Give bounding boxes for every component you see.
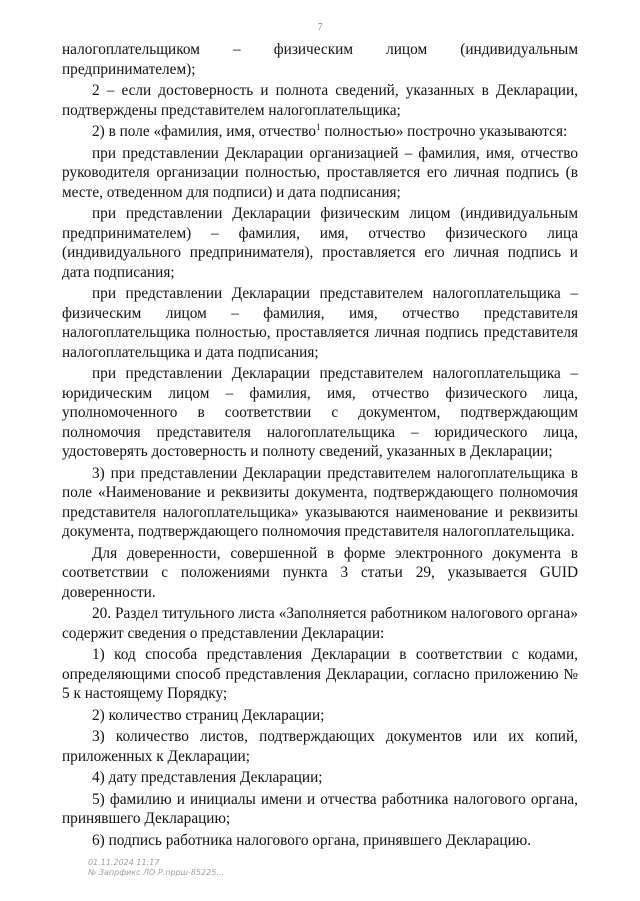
paragraph: 2 – если достоверность и полнота сведений, указанных в Декларации, подтверждены представителем налогоплательщика;: [62, 82, 578, 119]
electronic-signature-stamp: [88, 858, 224, 878]
paragraph: 20. Раздел титульного листа «Заполняется работником налогового органа» содержит сведения о представлении Декларации:: [62, 605, 578, 642]
list-item: 1) код способа представления Декларации в соответствии с кодами, определяющими способ представления Декларации, согласно приложению № 5 к настоящему Порядку;: [62, 646, 578, 702]
item-2-text: 2) в поле «фамилия, имя, отчество: [92, 123, 317, 140]
list-item: 2) количество страниц Декларации;: [92, 706, 325, 724]
paragraph: при представлении Декларации организацией – фамилия, имя, отчество руководителя организации полностью, проставляется его личная подпись (в месте, отведенном для подписи) и дата подписания;: [62, 144, 578, 201]
page-number: 7: [317, 22, 323, 33]
paragraph: при представлении Декларации представителем налогоплательщика – физическим лицом – фамилия, имя, отчество представителя налогоплательщика полностью, проставляется личная подпись представителя налогоплательщика и дата подписания;: [62, 285, 578, 361]
paragraph: 3) при представлении Декларации представителем налогоплательщика в поле «Наименование и реквизиты документа, подтверждающего полномочия представителя налогоплательщика» указываются наименование и реквизиты документа, подтверждающего полномочия представителя налогоплательщика.: [62, 464, 578, 540]
document-body: [62, 40, 578, 852]
list-item: 5) фамилию и инициалы имени и отчества работника налогового органа, принявшего Декларацию;: [62, 790, 578, 827]
list-item: 6) подпись работника налогового органа, принявшего Декларацию.: [92, 831, 532, 849]
paragraph: Для доверенности, совершенной в форме электронного документа в соответствии с положениями пункта 3 статьи 29, указывается GUID доверенности.: [62, 544, 578, 601]
stamp-registration: № Запрфикс ЛО Р.пррш-85225...: [88, 868, 224, 877]
footnote-marker: 1: [316, 121, 321, 132]
paragraph-item-2-fio: [62, 122, 578, 142]
list-item: 3) количество листов, подтверждающих документов или их копий, приложенных к Декларации;: [62, 728, 578, 765]
paragraph: при представлении Декларации представителем налогоплательщика – юридическим лицом – фамилия, имя, отчество физического лица, уполномоченного в соответствии с документом, подтверждающим полномочия представителя налогоплательщика – юридического лица, удостоверять достоверность и полноту сведений, указанных в Декларации;: [62, 365, 578, 460]
paragraph: при представлении Декларации физическим лицом (индивидуальным предпринимателем) – фамилия, имя, отчество физического лица (индивидуального предпринимателя), проставляется его личная подпись и дата подписания;: [62, 205, 578, 281]
list-item: 4) дату представления Декларации;: [92, 769, 323, 786]
item-2-text-continued: полностью» построчно указываются:: [320, 123, 568, 140]
paragraph: налогоплательщиком – физическим лицом (индивидуальным предпринимателем);: [62, 41, 578, 78]
stamp-date: 01.11.2024 11:17: [88, 858, 160, 867]
